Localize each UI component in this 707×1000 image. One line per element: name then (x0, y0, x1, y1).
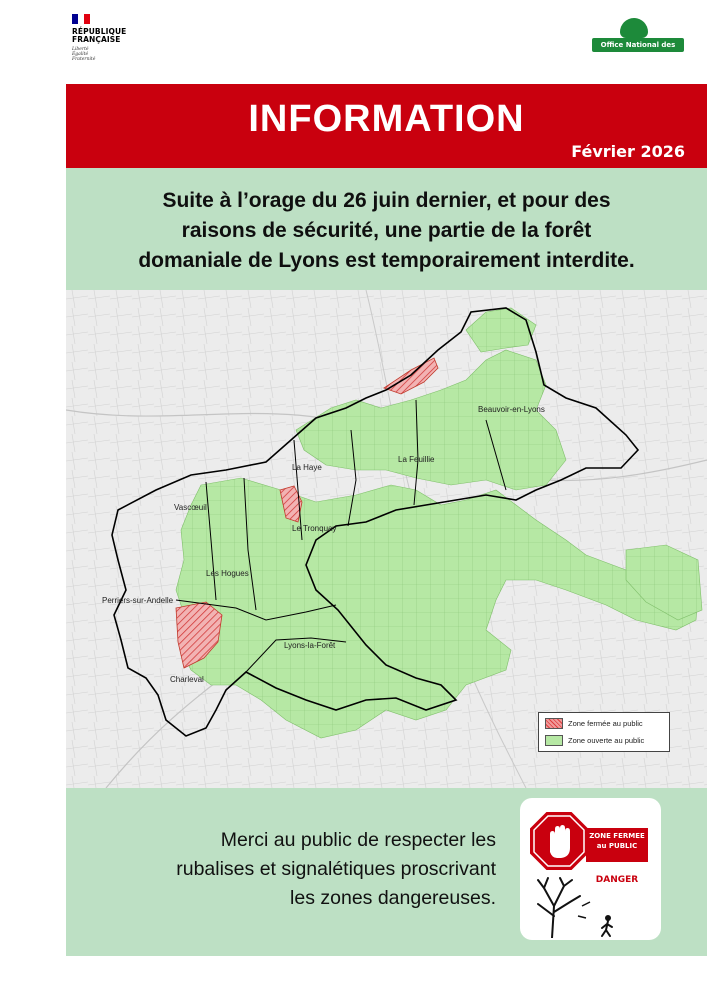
onf-name: Office National des Forêts (592, 38, 684, 52)
place-les-hogues: Les Hogues (206, 569, 249, 578)
footer-line-2: rubalises et signalétiques proscrivant (176, 858, 496, 880)
place-charleval: Charleval (170, 675, 204, 684)
rf-motto-fraternite: Fraternité (72, 57, 96, 62)
banner-date: Février 2026 (571, 142, 685, 161)
footer-message (126, 826, 496, 913)
falling-tree-icon (530, 876, 655, 938)
rf-name-line2: FRANÇAISE (72, 35, 121, 44)
legend-closed-label: Zone fermée au public (568, 719, 643, 728)
place-perriers: Perriers-sur-Andelle (102, 596, 174, 605)
intro-text (86, 186, 687, 276)
french-flag-icon (72, 14, 90, 24)
rf-motto (72, 47, 142, 62)
intro-line-2: raisons de sécurité, une partie de la forêt (181, 219, 592, 242)
legend-open (545, 735, 644, 746)
information-banner (66, 84, 707, 168)
forest-map (66, 290, 707, 788)
rf-name-line1: RÉPUBLIQUE (72, 27, 127, 36)
danger-label: DANGER (595, 875, 639, 885)
map-legend (538, 712, 670, 752)
danger-sign-card (520, 798, 661, 940)
zone-closed-sign (586, 828, 648, 862)
banner-title: INFORMATION (248, 98, 525, 140)
legend-open-label: Zone ouverte au public (568, 736, 645, 745)
place-vascoeuil: Vascœuil (174, 503, 207, 512)
onf-logo (592, 18, 684, 63)
intro-panel (66, 168, 707, 290)
place-beauvoir: Beauvoir-en-Lyons (478, 405, 545, 414)
republique-francaise-logo (72, 14, 142, 62)
sign-line-1: ZONE FERMEE (589, 832, 645, 840)
rf-motto-liberte: Liberté (72, 47, 89, 52)
place-la-feuillie: La Feuillie (398, 455, 435, 464)
rf-motto-egalite: Égalité (72, 52, 89, 57)
place-la-haye: La Haye (292, 463, 322, 472)
place-lyons-la-foret: Lyons-la-Forêt (284, 641, 336, 650)
place-le-tronquay: Le Tronquay (292, 524, 337, 533)
legend-closed (545, 718, 643, 729)
onf-tree-icon (620, 18, 648, 38)
footer-line-3: les zones dangereuses. (290, 887, 496, 909)
stop-hand-icon (528, 810, 590, 872)
intro-line-1: Suite à l’orage du 26 juin dernier, et pour des (162, 189, 611, 212)
footer-line-1: Merci au public de respecter les (220, 829, 496, 851)
footer-panel (66, 788, 707, 956)
intro-line-3: domaniale de Lyons est temporairement interdite. (138, 249, 635, 272)
sign-line-2: au PUBLIC (596, 842, 638, 850)
legend-closed-swatch (545, 718, 563, 729)
legend-open-swatch (545, 735, 563, 746)
